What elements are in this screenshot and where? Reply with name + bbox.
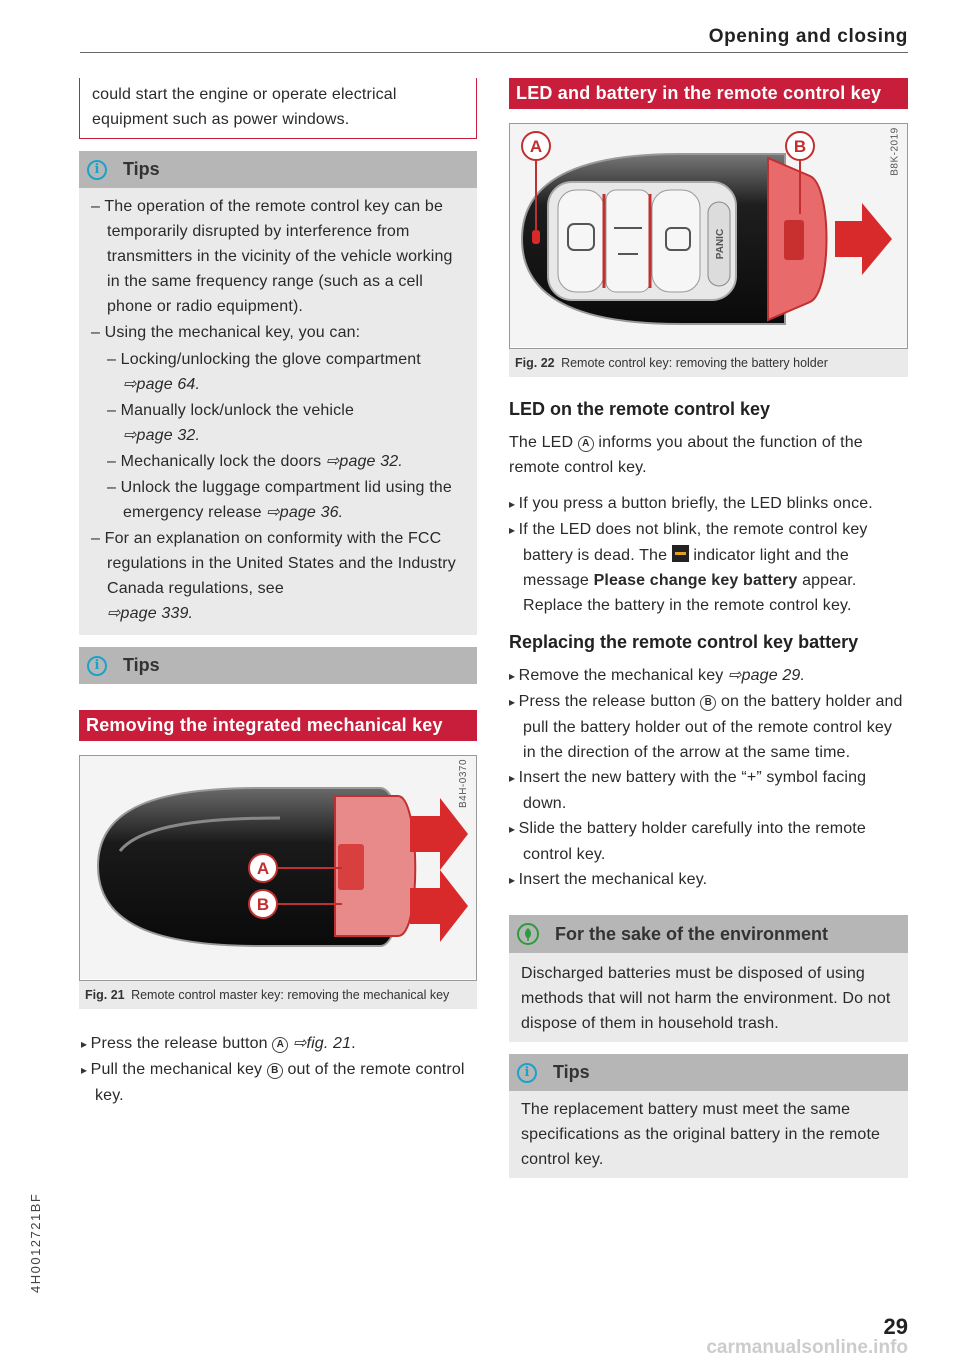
figure-code: B8K-2019 — [889, 127, 901, 176]
figure-code: B4H-0370 — [457, 758, 469, 809]
page-ref-link[interactable]: ⇨page 32. — [123, 427, 201, 444]
callout-b: B — [700, 695, 716, 711]
tips-list — [91, 194, 463, 626]
environment-heading-label: For the sake of the environment — [555, 923, 829, 944]
list-item-text: Manually lock/unlock the vehicle — [120, 402, 355, 419]
page-ref-link[interactable]: ⇨page 29. — [728, 667, 806, 684]
section-header-title: Opening and closing — [708, 26, 908, 47]
figure-label-a: A — [256, 859, 270, 878]
key-battery-indicator-icon — [672, 545, 689, 562]
figure-caption-text: Remote control key: removing the battery holder — [561, 356, 828, 370]
list-item: ▸ Insert the new battery with the “+” symbol facing down. — [509, 765, 908, 816]
text: The LED — [509, 434, 574, 451]
environment-heading — [509, 915, 908, 953]
tips-heading — [79, 151, 477, 188]
text: informs you about the function of the remote control key. — [509, 434, 863, 476]
figure-21 — [79, 755, 477, 981]
step-text: Pull the mechanical key — [90, 1061, 263, 1078]
tips-text: The replacement battery must meet the same specifications as the original battery in the remote control key. — [521, 1101, 881, 1168]
subheading-battery: Replacing the remote control key battery — [509, 632, 859, 652]
subheading-led: LED on the remote control key — [509, 399, 771, 419]
list-item — [509, 689, 908, 765]
list-item-text: Mechanically lock the doors — [120, 453, 322, 470]
environment-box — [509, 915, 908, 1042]
list-item — [509, 663, 908, 689]
led-intro — [509, 430, 908, 480]
battery-steps — [509, 663, 908, 893]
text: Remove the mechanical key — [518, 667, 724, 684]
tips-box-2 — [79, 647, 477, 684]
document-code: 4H0012721BF — [28, 1192, 43, 1293]
list-item — [107, 449, 463, 474]
page-ref-link[interactable]: ⇨page 64. — [123, 376, 201, 393]
step-text-end: out of the remote control key. — [95, 1061, 465, 1104]
section-title-bar — [509, 78, 908, 109]
tips-heading-label: Tips — [123, 655, 160, 675]
figure-22 — [509, 123, 908, 349]
callout-a: A — [578, 436, 594, 452]
right-column — [509, 78, 908, 1178]
environment-text: Discharged batteries must be disposed of using methods that will not harm the environment. Do not dispose of them in household trash. — [521, 965, 891, 1032]
list-item-text: Locking/unlocking the glove compartment — [120, 351, 421, 368]
figure-number: Fig. 21 — [85, 988, 125, 1002]
tips-heading — [79, 647, 477, 684]
header-rule — [80, 52, 908, 53]
list-item-text: For an explanation on conformity with the FCC regulations in the United States and the Industry Canada regulations, see — [104, 530, 456, 597]
text: on the battery holder and pull the battery holder out of the remote control key in the direction of the arrow at the same time. — [523, 693, 903, 761]
list-item — [81, 1057, 477, 1108]
info-icon: i — [517, 1063, 537, 1083]
info-icon: i — [87, 160, 107, 180]
list-item-text: Unlock the luggage compartment lid using the emergency release — [120, 479, 452, 521]
tips-heading-label: Tips — [553, 1062, 590, 1082]
warning-text: could start the engine or operate electrical equipment such as power windows. — [92, 86, 397, 128]
figure-number: Fig. 22 — [515, 356, 555, 370]
step-text-end: . — [351, 1035, 356, 1052]
steps-list — [79, 1031, 477, 1108]
list-item: ▸ Insert the mechanical key. — [509, 867, 908, 893]
page-ref-link[interactable]: ⇨page 32. — [325, 453, 403, 470]
page-ref-link[interactable]: ⇨page 36. — [266, 504, 344, 521]
tips-box-1 — [79, 151, 477, 635]
led-steps — [509, 491, 908, 618]
watermark: carmanualsonline.info — [706, 1337, 908, 1358]
list-item — [91, 320, 463, 525]
figure-label-b: B — [256, 895, 270, 914]
section-title: LED and battery in the remote control key — [516, 83, 882, 103]
figure-caption-text: Remote control master key: removing the mechanical key — [131, 988, 450, 1002]
tips-heading-label: Tips — [123, 159, 160, 179]
section-title: Removing the integrated mechanical key — [86, 715, 443, 735]
list-item — [509, 517, 908, 618]
panic-button-label: PANIC — [715, 228, 726, 260]
info-icon: i — [87, 656, 107, 676]
list-item: ▸ Slide the battery holder carefully into the remote control key. — [509, 816, 908, 867]
list-item — [91, 526, 463, 626]
tips-body — [79, 188, 477, 635]
figure-caption — [509, 349, 908, 377]
tips-heading — [509, 1054, 908, 1091]
list-item — [81, 1031, 477, 1057]
page-ref-link[interactable]: ⇨page 339. — [107, 605, 194, 622]
list-item — [107, 398, 463, 448]
list-item-text: Using the mechanical key, you can: — [104, 324, 361, 341]
fig-ref-link[interactable]: ⇨fig. 21 — [292, 1035, 352, 1052]
figure-caption — [79, 981, 477, 1009]
section-title-bar — [79, 710, 477, 741]
list-item — [107, 347, 463, 397]
text: Press the release button — [518, 693, 696, 710]
tips-sublist — [107, 347, 463, 525]
callout-b: B — [267, 1063, 283, 1079]
message-text: Please change key battery — [593, 572, 798, 589]
page-number: 29 — [883, 1314, 908, 1339]
list-item — [107, 475, 463, 525]
list-item: ▸ If you press a button briefly, the LED blinks once. — [509, 491, 908, 517]
step-text: Press the release button — [90, 1035, 268, 1052]
left-column — [79, 78, 477, 1108]
text: If the LED does not blink, the remote control key battery is dead. The — [518, 521, 868, 564]
master-key-illustration — [80, 756, 476, 979]
warning-continuation-box — [79, 78, 477, 139]
list-item: – The operation of the remote control key can be temporarily disrupted by interference from transmitters in the vicinity of the vehicle working in the same frequency range (such as a cell phone or radio equipment). — [91, 194, 463, 319]
callout-a: A — [272, 1037, 288, 1053]
figure-label-a: A — [529, 137, 543, 156]
remote-key-illustration — [510, 124, 907, 347]
leaf-icon — [517, 923, 539, 945]
figure-label-b: B — [793, 137, 807, 156]
tips-box-3 — [509, 1054, 908, 1178]
text: appear. Replace the battery in the remote control key. — [523, 572, 857, 614]
text: indicator light and the message — [523, 547, 849, 589]
